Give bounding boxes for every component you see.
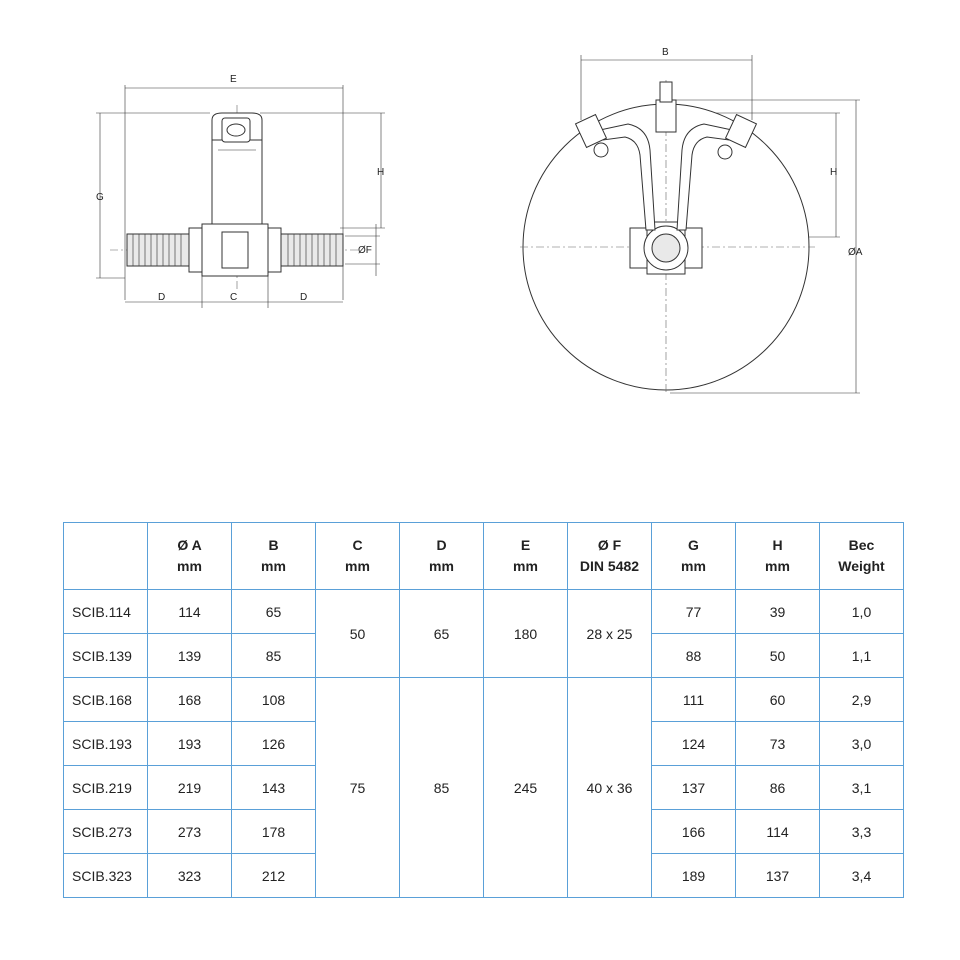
cell-b: 65 (232, 590, 316, 634)
table-row (64, 590, 904, 634)
cell-a: 323 (148, 854, 232, 898)
cell-weight: 1,1 (820, 634, 904, 678)
cell-h: 73 (736, 722, 820, 766)
cell-model: SCIB.219 (64, 766, 148, 810)
cell-g: 88 (652, 634, 736, 678)
table-row (64, 678, 904, 722)
cell-weight: 1,0 (820, 590, 904, 634)
cell-b: 143 (232, 766, 316, 810)
cell-h: 137 (736, 854, 820, 898)
cell-b: 212 (232, 854, 316, 898)
cell-h: 39 (736, 590, 820, 634)
cell-weight: 3,0 (820, 722, 904, 766)
dim-label-f: ØF (358, 245, 372, 256)
cell-b: 178 (232, 810, 316, 854)
dim-label-d-left: D (158, 292, 166, 303)
table-header-row (64, 523, 904, 590)
cell-h: 114 (736, 810, 820, 854)
cell-a: 273 (148, 810, 232, 854)
header-weight: Bec Weight (820, 523, 904, 590)
dim-label-d-right: D (300, 292, 308, 303)
header-d: D mm (400, 523, 484, 590)
cell-a: 168 (148, 678, 232, 722)
cell-h: 60 (736, 678, 820, 722)
cell-g: 166 (652, 810, 736, 854)
cell-b: 108 (232, 678, 316, 722)
dim-label-h-side: H (377, 167, 385, 178)
dim-label-b: B (662, 47, 669, 58)
cell-weight: 3,1 (820, 766, 904, 810)
cell-b: 85 (232, 634, 316, 678)
side-view (96, 74, 385, 308)
cell-g: 77 (652, 590, 736, 634)
dim-label-a: ØA (848, 247, 863, 258)
cell-g: 124 (652, 722, 736, 766)
dim-label-c: C (230, 292, 238, 303)
header-h: H mm (736, 523, 820, 590)
specification-table (63, 522, 904, 898)
cell-a: 139 (148, 634, 232, 678)
cell-a: 114 (148, 590, 232, 634)
cell-model: SCIB.114 (64, 590, 148, 634)
cell-f-group1: 28 x 25 (568, 590, 652, 678)
header-g: G mm (652, 523, 736, 590)
technical-drawing (0, 0, 960, 460)
header-b: B mm (232, 523, 316, 590)
front-view (520, 47, 863, 395)
cell-a: 219 (148, 766, 232, 810)
cell-model: SCIB.193 (64, 722, 148, 766)
header-c: C mm (316, 523, 400, 590)
cell-model: SCIB.139 (64, 634, 148, 678)
cell-d-group2: 85 (400, 678, 484, 898)
cell-model: SCIB.168 (64, 678, 148, 722)
header-a: Ø A mm (148, 523, 232, 590)
cell-d-group1: 65 (400, 590, 484, 678)
cell-weight: 2,9 (820, 678, 904, 722)
dim-label-g: G (96, 192, 104, 203)
cell-c-group2: 75 (316, 678, 400, 898)
cell-g: 189 (652, 854, 736, 898)
cell-g: 111 (652, 678, 736, 722)
cell-h: 86 (736, 766, 820, 810)
header-model (64, 523, 148, 590)
cell-f-group2: 40 x 36 (568, 678, 652, 898)
cell-b: 126 (232, 722, 316, 766)
cell-weight: 3,4 (820, 854, 904, 898)
cell-a: 193 (148, 722, 232, 766)
cell-e-group2: 245 (484, 678, 568, 898)
cell-h: 50 (736, 634, 820, 678)
cell-c-group1: 50 (316, 590, 400, 678)
cell-g: 137 (652, 766, 736, 810)
header-f: Ø F DIN 5482 (568, 523, 652, 590)
header-e: E mm (484, 523, 568, 590)
dim-label-e: E (230, 74, 237, 85)
cell-weight: 3,3 (820, 810, 904, 854)
cell-e-group1: 180 (484, 590, 568, 678)
cell-model: SCIB.273 (64, 810, 148, 854)
cell-model: SCIB.323 (64, 854, 148, 898)
dim-label-h-front: H (830, 167, 838, 178)
